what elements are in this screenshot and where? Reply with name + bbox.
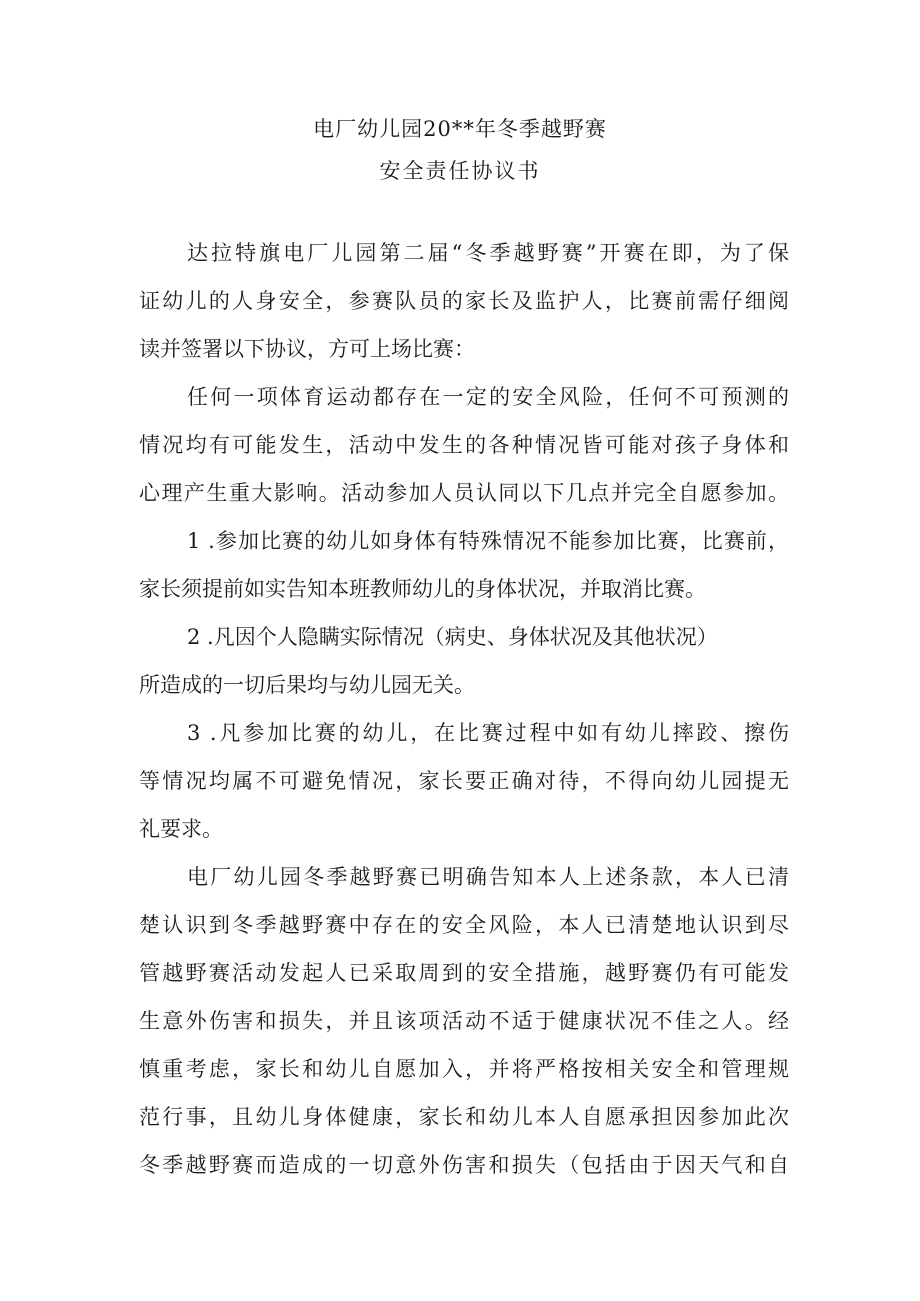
paragraph-line: 生意外伤害和损失，并且该项活动不适于健康状况不佳之人。经 [139,1009,789,1033]
paragraph-line: 任何一项体育运动都存在一定的安全风险，任何不可预测的 [187,385,789,409]
clause-3-line: 礼要求。 [139,817,223,841]
document-subtitle: 安全责任协议书 [379,159,541,183]
paragraph-line: 范行事，且幼儿身体健康，家长和幼儿本人自愿承担因参加此次 [139,1105,789,1129]
clause-1-line: 家长须提前如实告知本班教师幼儿的身体状况，并取消比赛。 [139,577,706,601]
clause-3-line: 3 .凡参加比赛的幼儿，在比赛过程中如有幼儿摔跤、擦伤 [187,721,789,745]
clause-2-line: 2 .凡因个人隐瞒实际情况（病史、身体状况及其他状况） [187,625,718,649]
paragraph-line: 心理产生重大影响。活动参加人员认同以下几点并完全自愿参加。 [139,481,789,505]
clause-3-line: 等情况均属不可避免情况，家长要正确对待，不得向幼儿园提无 [139,769,789,793]
paragraph-line: 管越野赛活动发起人已采取周到的安全措施，越野赛仍有可能发 [139,961,789,985]
paragraph-line: 达拉特旗电厂儿园第二届“冬季越野赛”开赛在即，为了保 [187,241,789,265]
paragraph-line: 读并签署以下协议，方可上场比赛： [139,337,475,361]
paragraph-line: 楚认识到冬季越野赛中存在的安全风险，本人已清楚地认识到尽 [139,913,789,937]
document-title: 电厂幼儿园20**年冬季越野赛 [313,117,607,141]
paragraph-line: 冬季越野赛而造成的一切意外伤害和损失（包括由于因天气和自 [139,1153,789,1177]
paragraph-line: 慎重考虑，家长和幼儿自愿加入，并将严格按相关安全和管理规 [139,1057,789,1081]
clause-2-line: 所造成的一切后果均与幼儿园无关。 [139,673,475,697]
paragraph-line: 电厂幼儿园冬季越野赛已明确告知本人上述条款，本人已清 [187,865,789,889]
paragraph-line: 证幼儿的人身安全，参赛队员的家长及监护人，比赛前需仔细阅 [139,289,789,313]
clause-1-line: 1 .参加比赛的幼儿如身体有特殊情况不能参加比赛，比赛前， [187,529,789,553]
paragraph-line: 情况均有可能发生，活动中发生的各种情况皆可能对孩子身体和 [139,433,789,457]
